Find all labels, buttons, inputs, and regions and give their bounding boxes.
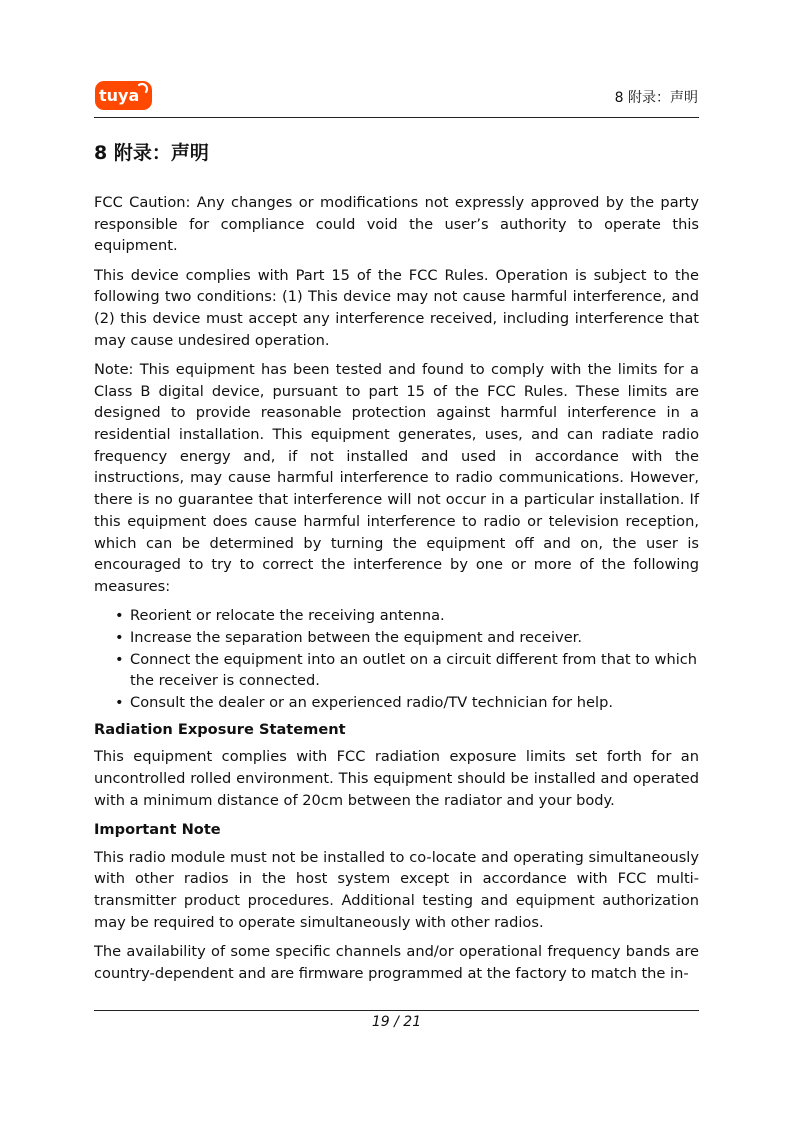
list-item-text: Consult the dealer or an experienced radio/TV technician for help. xyxy=(130,693,613,711)
list-item-text: Reorient or relocate the receiving antenna. xyxy=(130,607,445,625)
availability-paragraph: The availability of some specific channels and/or operational frequency bands are country-dependent and are firmware programmed at the factory to match the in- xyxy=(94,943,699,982)
list-item-text: Increase the separation between the equipment and receiver. xyxy=(130,628,582,646)
section-title: 8 附录：声明 xyxy=(94,142,209,164)
fcc-caution-paragraph: FCC Caution: Any changes or modifications not expressly approved by the party responsible for compliance could void the user’s authority to operate this equipment. xyxy=(94,194,699,255)
list-item xyxy=(94,692,699,714)
important-note-heading: Important Note xyxy=(94,820,221,838)
header-divider xyxy=(94,117,699,118)
bullet-icon: • xyxy=(115,628,124,646)
page-number: 19 / 21 xyxy=(371,1014,422,1030)
measures-list xyxy=(94,605,699,714)
radiation-paragraph: This equipment complies with FCC radiation exposure limits set forth for an uncontrolled rolled environment. This equipment should be installed and operated with a minimum distance of 20cm between the radiator and your body. xyxy=(94,748,699,809)
running-header-title: 8 附录：声明 xyxy=(614,90,698,106)
note-paragraph: Note: This equipment has been tested and found to comply with the limits for a Class B digital device, pursuant to part 15 of the FCC Rules. These limits are designed to provide reasonable protection against harmful interference in a residential installation. This equipment generates, uses, and can radiate radio frequency energy and, if not installed and used in accordance with the instructions, may cause harmful interference to radio communications. However, there is no guarantee that interference will not occur in a particular installation. If this equipment does cause harmful interference to radio or television reception, which can be determined by turning the equipment off and on, the user is encouraged to try to correct the interference by one or more of the following measures: xyxy=(94,360,699,595)
radiation-heading: Radiation Exposure Statement xyxy=(94,720,346,738)
bullet-icon: • xyxy=(115,693,124,711)
bullet-icon: • xyxy=(115,650,124,668)
logo-arc-icon xyxy=(139,84,147,92)
list-item xyxy=(94,627,699,649)
list-item xyxy=(94,649,699,692)
important-note-paragraph: This radio module must not be installed to co-locate and operating simultaneously with other radios in the host system except in accordance with FCC multi-transmitter product procedures. Additional testing and equipment authorization may be required to operate simultaneously with other radios. xyxy=(94,848,699,931)
tuya-logo xyxy=(95,81,152,110)
list-item xyxy=(94,605,699,627)
page-content xyxy=(94,192,699,992)
bullet-icon: • xyxy=(115,607,124,625)
tuya-logo-mark xyxy=(95,81,152,110)
part15-paragraph: This device complies with Part 15 of the FCC Rules. Operation is subject to the following two conditions: (1) This device may not cause harmful interference, and (2) this device must accept any interference received, including interference that may cause undesired operation. xyxy=(94,266,699,349)
footer-divider xyxy=(94,1010,699,1011)
logo-text: tuya xyxy=(99,86,140,105)
list-item-text: Connect the equipment into an outlet on a circuit different from that to which the receiver is connected. xyxy=(130,650,698,690)
